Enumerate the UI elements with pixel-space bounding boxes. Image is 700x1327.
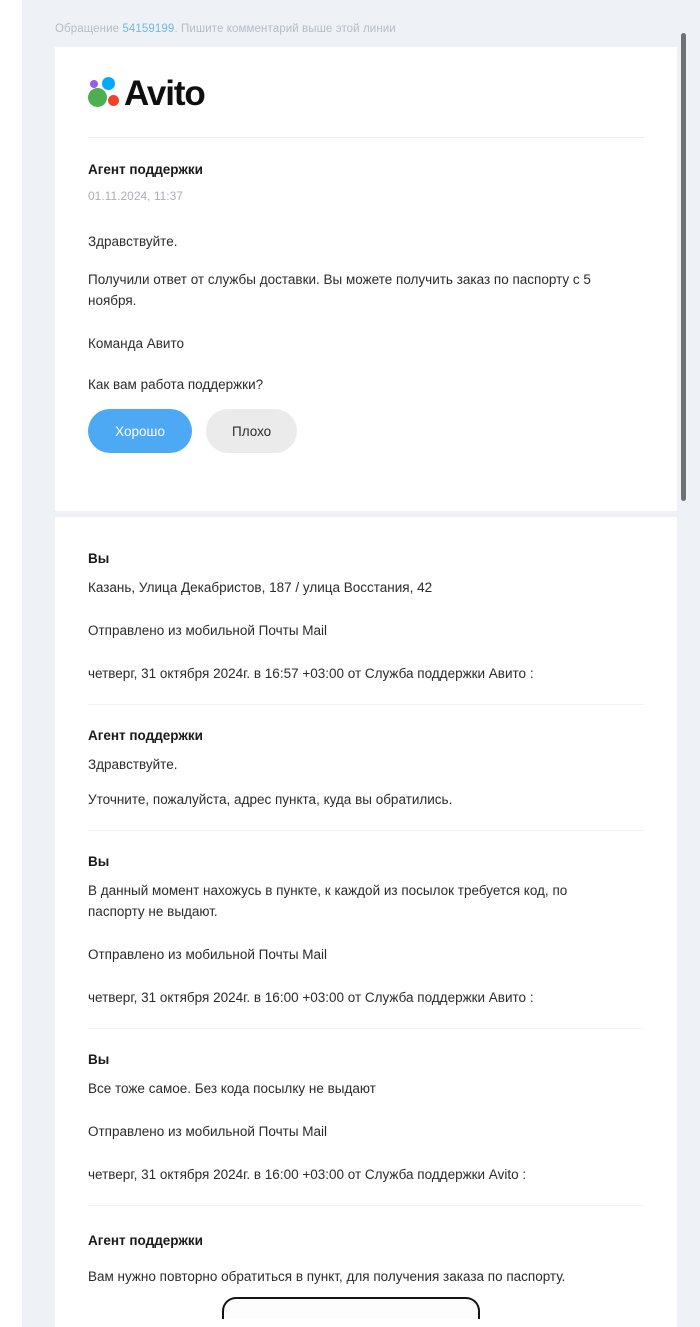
message-line: Здравствуйте. xyxy=(88,234,178,249)
message-item xyxy=(55,1028,677,1205)
rate-good-button[interactable]: Хорошо xyxy=(88,409,192,453)
message-line: четверг, 31 октября 2024г. в 16:00 +03:00 от Служба поддержки Авито : xyxy=(88,990,534,1005)
message-line: четверг, 31 октября 2024г. в 16:00 +03:00 от Служба поддержки Avito : xyxy=(88,1167,527,1182)
latest-message-card xyxy=(55,47,677,517)
preheader-suffix: . Пишите комментарий выше этой линии xyxy=(174,23,396,35)
preheader-prefix: Обращение xyxy=(55,23,123,35)
message-item xyxy=(55,830,677,1028)
message-item xyxy=(55,1205,677,1307)
message-author: Агент поддержки xyxy=(88,1233,203,1248)
message-author: Вы xyxy=(88,1052,110,1067)
message-line: Казань, Улица Декабристов, 187 / улица Восстания, 42 xyxy=(88,580,433,595)
message-line: В данный момент нахожусь в пункте, к каждой из посылок требуется код, по паспорту не выдают. xyxy=(88,883,568,919)
preheader xyxy=(55,21,655,37)
brand-wordmark: Avito xyxy=(124,73,205,113)
message-item xyxy=(55,517,677,704)
message-line: Вам нужно повторно обратиться в пункт, для получения заказа по паспорту. xyxy=(88,1269,566,1284)
email-body xyxy=(55,47,677,1327)
message-author: Вы xyxy=(88,854,110,869)
message-timestamp: 01.11.2024, 11:37 xyxy=(88,189,183,203)
blue-dot-icon xyxy=(102,77,115,90)
message-line: Отправлено из мобильной Почты Mail xyxy=(88,1124,328,1139)
message-line: Здравствуйте. xyxy=(88,757,178,772)
message-line: Отправлено из мобильной Почты Mail xyxy=(88,623,328,638)
message-line: Все тоже самое. Без кода посылку не выдают xyxy=(88,1081,376,1096)
home-indicator xyxy=(222,1297,480,1319)
rate-bad-button[interactable]: Плохо xyxy=(206,409,297,453)
logo-dots xyxy=(88,76,122,110)
red-dot-icon xyxy=(108,95,119,106)
page-scrollbar[interactable] xyxy=(686,0,694,1327)
scrollbar-thumb[interactable] xyxy=(681,33,686,501)
message-author: Агент поддержки xyxy=(88,162,203,177)
message-line: Уточните, пожалуйста, адрес пункта, куда вы обратились. xyxy=(88,792,453,807)
message-line: Команда Авито xyxy=(88,336,185,351)
message-line: Отправлено из мобильной Почты Mail xyxy=(88,947,328,962)
message-latest xyxy=(88,138,644,473)
message-line: четверг, 31 октября 2024г. в 16:57 +03:00 от Служба поддержки Авито : xyxy=(88,666,534,681)
message-author: Вы xyxy=(88,551,110,566)
message-item xyxy=(55,704,677,830)
message-author: Агент поддержки xyxy=(88,728,203,743)
purple-dot-icon xyxy=(90,80,98,88)
green-dot-icon xyxy=(88,88,107,107)
rating-buttons xyxy=(88,409,644,453)
brand-logo-row xyxy=(88,47,644,137)
avito-logo xyxy=(88,73,205,113)
ticket-number-link[interactable]: 54159199 xyxy=(122,23,175,35)
message-line: Получили ответ от службы доставки. Вы можете получить заказ по паспорту с 5 ноября. xyxy=(88,272,591,308)
rating-question: Как вам работа поддержки? xyxy=(88,377,264,392)
